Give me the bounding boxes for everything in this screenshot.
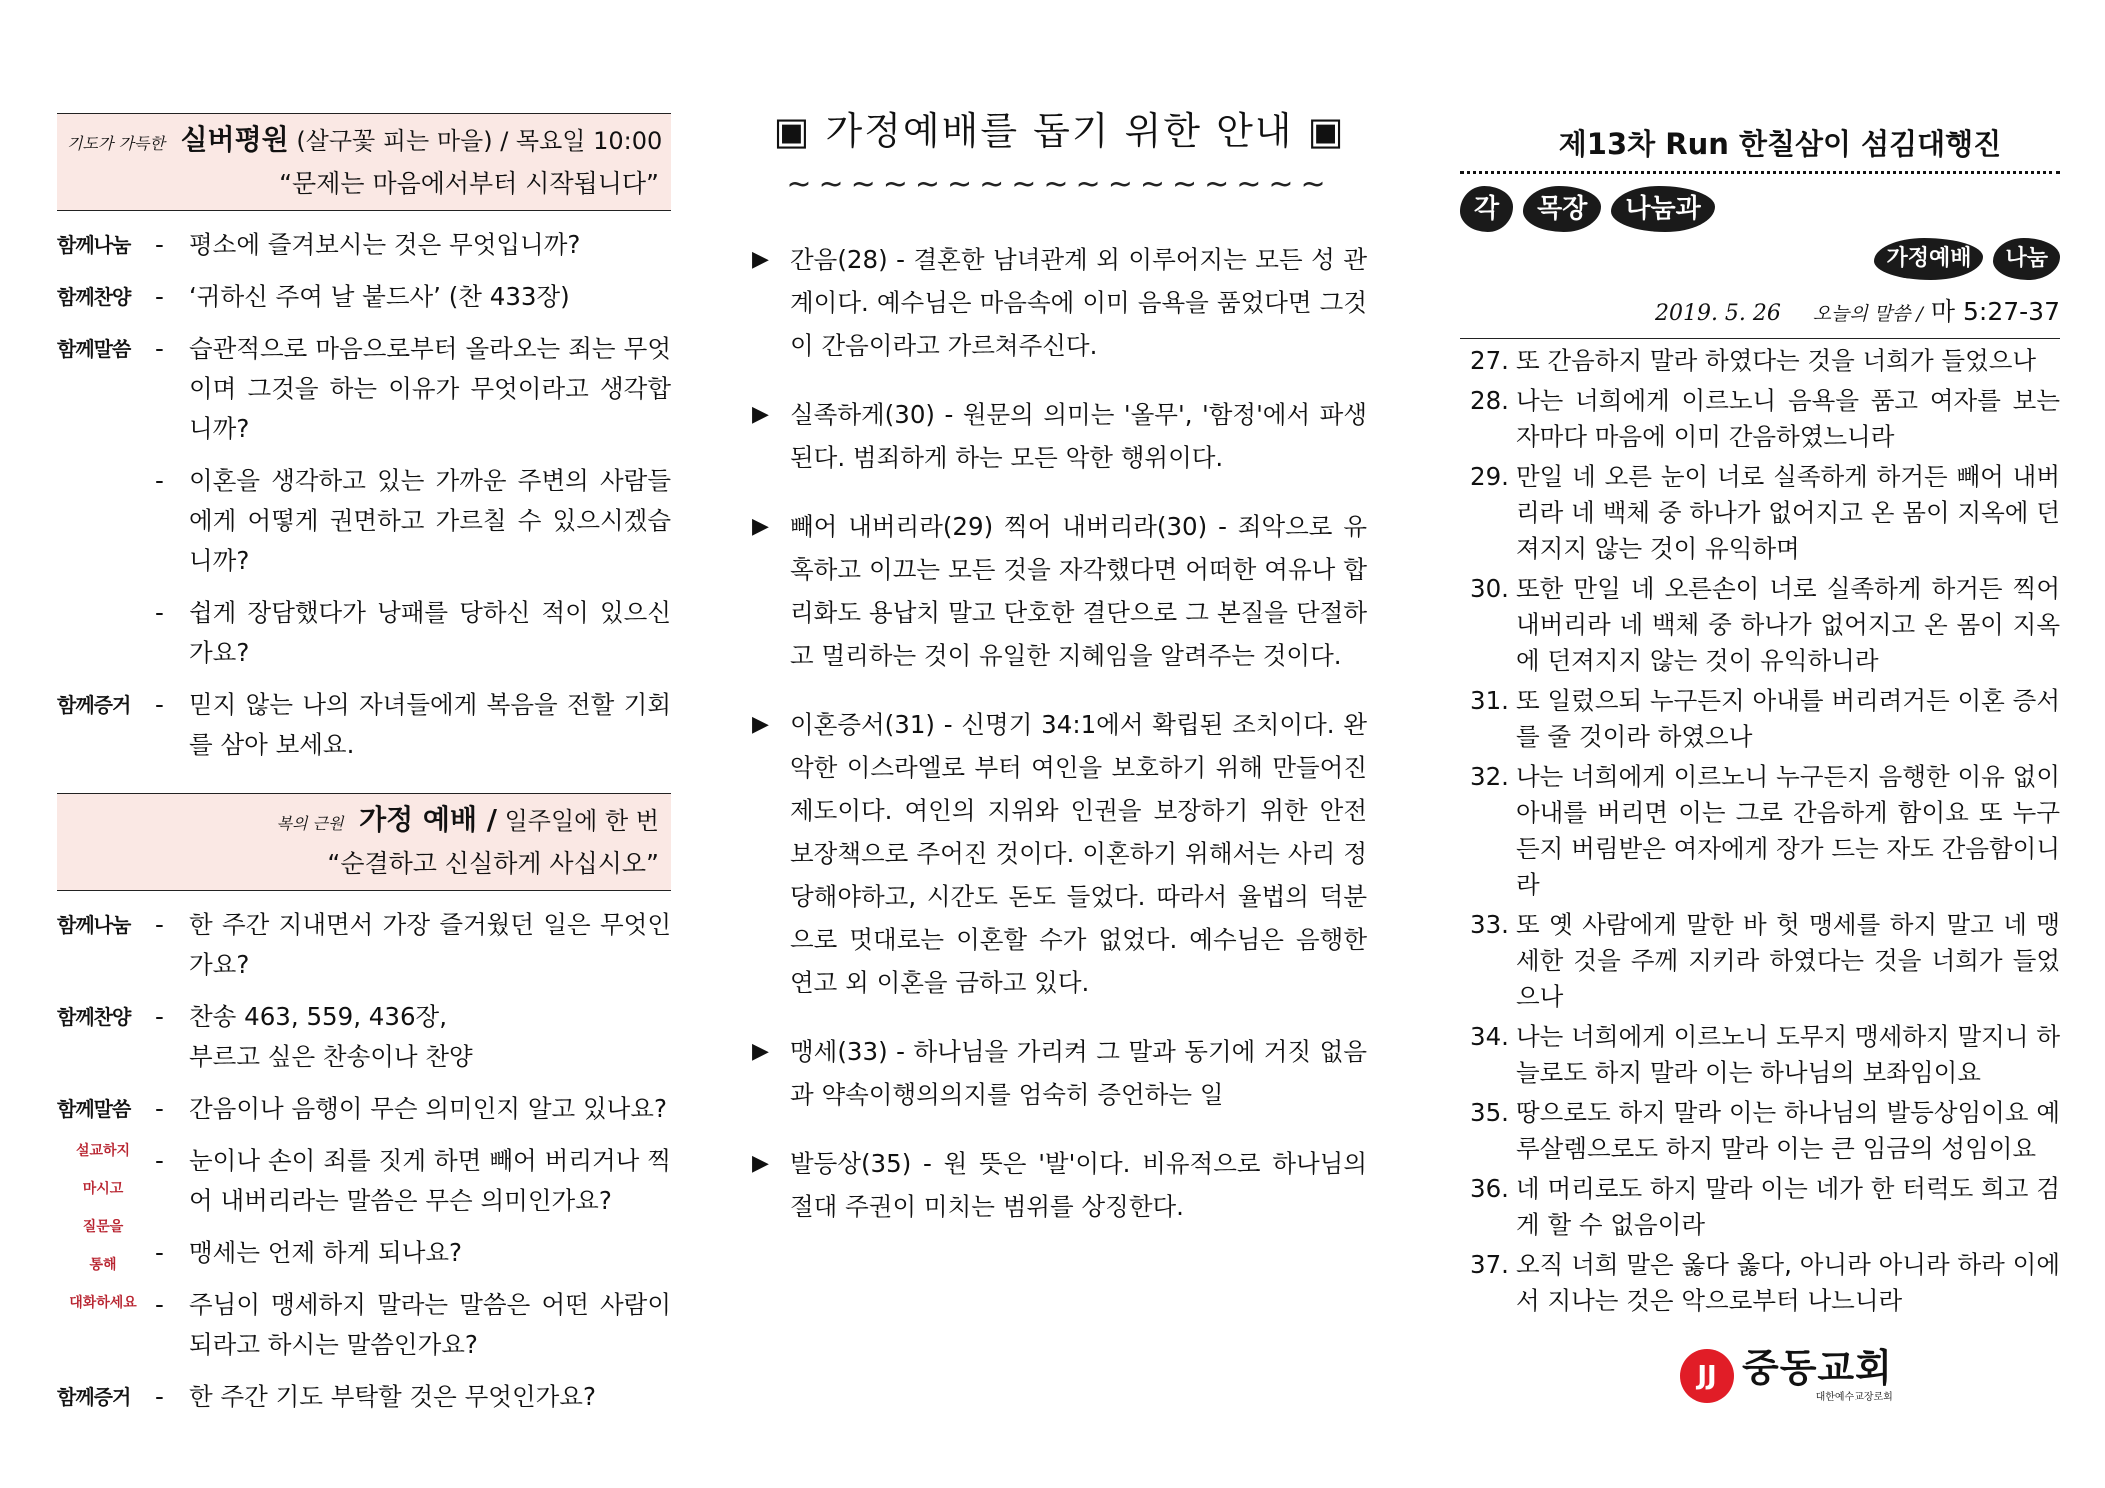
dash-marker: - (155, 1238, 164, 1267)
guide-bullet (752, 238, 1367, 367)
header-title: 실버평원 (180, 123, 289, 156)
verse-text: 나는 너희에게 이르노니 도무지 맹세하지 말지니 하늘로도 하지 말라 이는 하나님의 보좌임이요 (1516, 1022, 2060, 1087)
question-text: 믿지 않는 나의 자녀들에게 복음을 전할 기회를 삼아 보세요. (189, 690, 671, 759)
dash-marker: - (155, 910, 164, 939)
question-text: 이혼을 생각하고 있는 가까운 주변의 사람들에게 어떻게 권면하고 가르칠 수 있으시겠습니까? (189, 466, 671, 575)
row-label-text: 함께말씀 (57, 1097, 131, 1121)
verse-row (1460, 343, 2060, 379)
row-label-text: 함께증거 (57, 1385, 131, 1409)
verse-number: 30. (1470, 574, 1509, 603)
verse-row (1460, 907, 2060, 1015)
guide-bullet-text: 빼어 내버리라(29) 찍어 내버리라(30) - 죄악으로 유혹하고 이끄는 모든 것을 자각했다면 어떠한 여유나 합리화도 용납치 말고 단호한 결단으로 그 본질을 단절하고 멀리하는 것이 유일한 지혜임을 알려주는 것이다. (790, 512, 1367, 670)
scripture-verses (1460, 343, 2060, 1319)
question-text: ‘귀하신 주여 날 붙드사’ (찬 433장) (189, 282, 570, 311)
dash-marker: - (155, 334, 164, 363)
row-items (149, 329, 671, 673)
verse-row (1460, 383, 2060, 455)
header-meta: 일주일에 한 번 (504, 807, 659, 835)
question-item (149, 905, 671, 985)
row-label (57, 685, 149, 765)
verse-text: 또 일렀으되 누구든지 아내를 버리려거든 이혼 증서를 줄 것이라 하였으나 (1516, 686, 2060, 751)
question-row (57, 329, 671, 673)
header-title: 가정 예배 / (359, 803, 497, 836)
question-item (149, 329, 671, 449)
dash-marker: - (155, 1002, 164, 1031)
question-row (57, 685, 671, 765)
guide-bullet-text: 이혼증서(31) - 신명기 34:1에서 확립된 조치이다. 완악한 이스라엘로 부터 여인을 보호하기 위해 만들어진 제도이다. 여인의 지위와 인권을 보장하기 위한 안전 보장책으로 주어진 것이다. 이혼하기 위해서는 사리 정당해야하고, 시간도 돈도 들었다. 따라서 율법의 덕분으로 멋대로는 이혼할 수가 없었다. 예수님은 음행한 연고 외 이혼을 금하고 있다. (790, 710, 1367, 997)
header-meta: (살구꽃 피는 마을) / 목요일 10:00 (296, 127, 663, 155)
bullet-arrow: ▶ (752, 1039, 769, 1064)
dotted-divider (1460, 171, 2060, 174)
denomination: 대한예수교장로회 (1815, 1392, 1893, 1403)
verse-row (1460, 1095, 2060, 1167)
verse-row (1460, 459, 2060, 567)
verse-row (1460, 571, 2060, 679)
banner-word: 각 (1460, 186, 1513, 232)
bullet-arrow: ▶ (752, 247, 769, 272)
row-items (149, 997, 671, 1077)
verse-number: 29. (1470, 462, 1509, 491)
worship-date: 2019. 5. 26 (1654, 301, 1781, 326)
question-item (149, 1377, 671, 1417)
question-row (57, 997, 671, 1077)
leader-note: 대화하세요 (69, 1295, 137, 1311)
verse-number: 33. (1470, 910, 1509, 939)
verse-row (1460, 1019, 2060, 1091)
silver-section (57, 113, 671, 765)
question-item (149, 1285, 671, 1365)
row-label-text: 함께나눔 (57, 913, 131, 937)
verse-text: 땅으로도 하지 말라 이는 하나님의 발등상임이요 예루살렘으로도 하지 말라 이는 큰 임금의 성임이요 (1516, 1098, 2060, 1163)
question-item (149, 461, 671, 581)
left-column (57, 113, 671, 1429)
guide-bullet (752, 1142, 1367, 1228)
guide-bullet-text: 간음(28) - 결혼한 남녀관계 외 이루어지는 모든 성 관계이다. 예수님은 마음속에 이미 음욕을 품었다면 그것이 간음이라고 가르쳐주신다. (790, 245, 1367, 360)
verse-row (1460, 759, 2060, 903)
dash-marker: - (155, 1146, 164, 1175)
row-label-text: 함께찬양 (57, 1005, 131, 1029)
question-item (149, 1141, 671, 1221)
guide-bullet (752, 393, 1367, 479)
verse-row (1460, 683, 2060, 755)
middle-column (752, 0, 1367, 1228)
verse-number: 37. (1470, 1250, 1509, 1279)
campaign-title: 제13차 Run 한칠삼이 섬김대행진 (1558, 127, 2002, 161)
row-items (149, 277, 671, 317)
verse-text: 만일 네 오른 눈이 너로 실족하게 하거든 빼어 내버리라 네 백체 중 하나가 없어지고 온 몸이 지옥에 던져지지 않는 것이 유익하며 (1516, 462, 2060, 563)
row-items (149, 1089, 671, 1365)
question-text: 찬송 463, 559, 436장, 부르고 싶은 찬송이나 찬양 (189, 1002, 473, 1071)
leader-note: 마시고 (82, 1181, 124, 1197)
bullet-arrow: ▶ (752, 514, 769, 539)
verse-row (1460, 1247, 2060, 1319)
church-logo-mark: JJ (1680, 1349, 1734, 1403)
row-label-text: 함께찬양 (57, 285, 131, 309)
question-text: 습관적으로 마음으로부터 올라오는 죄는 무엇이며 그것을 하는 이유가 무엇이라고 생각합니까? (189, 334, 671, 443)
bullet-arrow: ▶ (752, 712, 769, 737)
bullet-arrow: ▶ (752, 1151, 769, 1176)
row-label (57, 1377, 149, 1417)
question-row (57, 1089, 671, 1365)
silver-rows (57, 225, 671, 765)
wave-divider: ~~~~~~~~~~~~~~~~~ (786, 167, 1333, 202)
guide-bullet (752, 505, 1367, 677)
row-label (57, 905, 149, 985)
question-row (57, 905, 671, 985)
verse-text: 나는 너희에게 이르노니 음욕을 품고 여자를 보는 자마다 마음에 이미 간음하였느니라 (1516, 386, 2060, 451)
question-item (149, 1089, 671, 1129)
row-items (149, 1377, 671, 1417)
row-items (149, 685, 671, 765)
banner-word: 나눔과 (1611, 186, 1714, 232)
bullet-arrow: ▶ (752, 402, 769, 427)
sharing-banner-row1 (1460, 186, 2060, 232)
question-item (149, 277, 671, 317)
guide-bullet (752, 703, 1367, 1004)
question-row (57, 1377, 671, 1417)
family-worship-header (57, 793, 671, 891)
family-worship-section (57, 793, 671, 1417)
silver-section-header (57, 113, 671, 211)
header-tagline: 복의 근원 (276, 814, 344, 833)
verse-text: 나는 너희에게 이르노니 누구든지 음행한 이유 없이 아내를 버리면 이는 그로 간음하게 함이요 또 누구든지 버림받은 여자에게 장가 드는 자도 간음함이니라 (1516, 762, 2060, 899)
question-text: 평소에 즐겨보시는 것은 무엇입니까? (189, 230, 581, 259)
verse-row (1460, 1171, 2060, 1243)
question-text: 쉽게 장담했다가 낭패를 당하신 적이 있으신가요? (189, 598, 671, 667)
header-tagline: 기도가 가득한 (67, 134, 165, 153)
question-row (57, 225, 671, 265)
verse-text: 또 옛 사람에게 말한 바 헛 맹세를 하지 말고 네 맹세한 것을 주께 지키라 하였다는 것을 너희가 들었으나 (1516, 910, 2060, 1011)
scripture-reference: 마 5:27-37 (1930, 297, 2060, 326)
row-label-text: 함께나눔 (57, 233, 131, 257)
row-label-text: 함께말씀 (57, 337, 131, 361)
guide-bullet-text: 발등상(35) - 원 뜻은 '발'이다. 비유적으로 하나님의 절대 주권이 미치는 범위를 상징한다. (790, 1149, 1367, 1221)
church-name: 중동교회 (1742, 1346, 1893, 1390)
question-item (149, 997, 671, 1077)
sharing-banner-row2 (1460, 238, 2060, 280)
question-text: 눈이나 손이 죄를 짓게 하면 빼어 버리거나 찍어 내버리라는 말씀은 무슨 의미인가요? (189, 1146, 671, 1215)
row-label (57, 225, 149, 265)
verse-number: 31. (1470, 686, 1509, 715)
question-row (57, 277, 671, 317)
leader-note: 설교하지 (75, 1143, 131, 1159)
dash-marker: - (155, 690, 164, 719)
banner-word: 가정예배 (1874, 238, 1983, 280)
family-rows (57, 905, 671, 1417)
row-items (149, 905, 671, 985)
banner-word: 나눔 (1993, 238, 2060, 280)
banner-word: 목장 (1523, 186, 1601, 232)
guide-bullets (752, 238, 1367, 1228)
question-text: 간음이나 음행이 무슨 의미인지 알고 있나요? (189, 1094, 667, 1123)
verse-number: 28. (1470, 386, 1509, 415)
verse-text: 또한 만일 네 오른손이 너로 실족하게 하거든 찍어 내버리라 네 백체 중 하나가 없어지고 온 몸이 지옥에 던져지지 않는 것이 유익하니라 (1516, 574, 2060, 675)
question-item (149, 225, 671, 265)
dash-marker: - (155, 1382, 164, 1411)
question-text: 주님이 맹세하지 말라는 말씀은 어떤 사람이 되라고 하시는 말씀인가요? (189, 1290, 671, 1359)
verse-number: 32. (1470, 762, 1509, 791)
guide-bullet-text: 실족하게(30) - 원문의 의미는 '올무', '함정'에서 파생된다. 범죄하게 하는 모든 악한 행위이다. (790, 400, 1367, 472)
today-word-label: 오늘의 말씀 / (1812, 303, 1923, 325)
question-item (149, 1233, 671, 1273)
question-text: 맹세는 언제 하게 되나요? (189, 1238, 463, 1267)
dash-marker: - (155, 230, 164, 259)
right-column (1460, 0, 2060, 1403)
verse-number: 27. (1470, 346, 1509, 375)
question-item (149, 685, 671, 765)
verse-number: 34. (1470, 1022, 1509, 1051)
header-subtitle: “문제는 마음에서부터 시작됩니다” (279, 169, 659, 198)
dash-marker: - (155, 598, 164, 627)
church-logo (1680, 1348, 1893, 1403)
row-items (149, 225, 671, 265)
scripture-header (1460, 292, 2060, 339)
leader-note: 질문을 (82, 1219, 124, 1235)
row-label-text: 함께증거 (57, 693, 131, 717)
dash-marker: - (155, 282, 164, 311)
dash-marker: - (155, 1094, 164, 1123)
leader-note: 통해 (89, 1257, 117, 1273)
verse-text: 또 간음하지 말라 하였다는 것을 너희가 들었으나 (1516, 346, 2037, 375)
verse-number: 35. (1470, 1098, 1509, 1127)
question-text: 한 주간 지내면서 가장 즐거웠던 일은 무엇인가요? (189, 910, 671, 979)
dash-marker: - (155, 466, 164, 495)
row-label (57, 1089, 149, 1365)
question-text: 한 주간 기도 부탁할 것은 무엇인가요? (189, 1382, 596, 1411)
verse-text: 오직 너희 말은 옳다 옳다, 아니라 아니라 하라 이에서 지나는 것은 악으로부터 나느니라 (1516, 1250, 2060, 1315)
row-label (57, 329, 149, 673)
guide-bullet (752, 1030, 1367, 1116)
dash-marker: - (155, 1290, 164, 1319)
row-label (57, 277, 149, 317)
verse-text: 네 머리로도 하지 말라 이는 네가 한 터럭도 희고 검게 할 수 없음이라 (1516, 1174, 2060, 1239)
row-label (57, 997, 149, 1077)
question-item (149, 593, 671, 673)
header-subtitle: “순결하고 신실하게 사십시오” (327, 849, 659, 878)
guide-title: ▣ 가정예배를 돕기 위한 안내 ▣ (773, 109, 1346, 153)
verse-number: 36. (1470, 1174, 1509, 1203)
guide-bullet-text: 맹세(33) - 하나님을 가리켜 그 말과 동기에 거짓 없음과 약속이행의의지를 엄숙히 증언하는 일 (790, 1037, 1367, 1109)
